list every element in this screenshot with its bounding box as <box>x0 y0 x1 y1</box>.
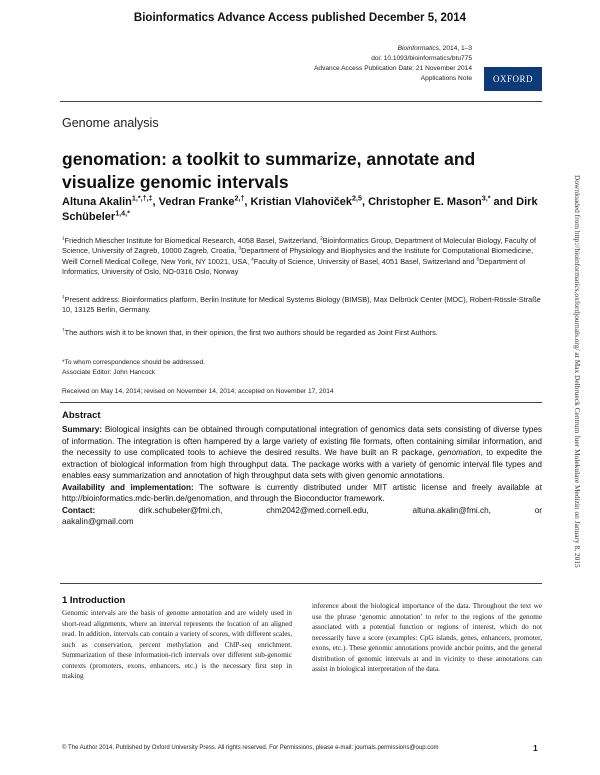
contact-label: Contact: <box>62 505 96 515</box>
availability-label: Availability and implementation: <box>62 482 194 492</box>
author-name: and Dirk Schübeler <box>62 196 538 223</box>
abstract-divider <box>60 402 542 403</box>
affiliation-text: Department of Physiology and Biophysics and the Institute for Computational Biomedicine, Weill Cornell Medical College, New York, NY 10021, USA, <box>62 246 534 266</box>
affiliation-mark: 2 <box>320 236 323 242</box>
footnote-mark: † <box>62 328 65 334</box>
affiliations <box>62 236 542 278</box>
abstract-body <box>62 424 542 528</box>
author-name: , Christopher E. Mason <box>361 196 482 208</box>
contact-line <box>62 505 542 517</box>
author-name: , Vedran Franke <box>152 196 235 208</box>
advance-access-date: Advance Access Publication Date: 21 November 2014 <box>314 65 472 72</box>
correspondence-note: *To whom correspondence should be addressed. <box>62 359 205 366</box>
journal-volume: , 2014, 1–3 <box>439 45 472 52</box>
author-affiliation-mark: 1,4,* <box>115 209 130 218</box>
doi-link[interactable]: doi: 10.1093/bioinformatics/btu775 <box>371 55 472 62</box>
summary-text: Biological insights can be obtained through computational integration of genomics data sets consisting of diverse types of information. The integration is often hampered by a large variety of existing file formats, often containing similar information, and the necessity to use complicated tools to achieve the desired results. We have built an R package, <box>62 425 542 457</box>
oxford-logo: OXFORD <box>484 67 542 91</box>
summary-label: Summary: <box>62 425 103 434</box>
author-list <box>62 195 542 225</box>
received-dates: Received on May 14, 2014; revised on November 14, 2014; accepted on November 17, 2014 <box>62 388 334 395</box>
header-divider <box>60 101 542 102</box>
affiliation-mark: 4 <box>251 257 254 263</box>
affiliation-text: Friedrich Miescher Institute for Biomedical Research, 4058 Basel, Switzerland, <box>64 236 321 245</box>
author-name: Altuna Akalin <box>62 196 132 208</box>
package-name: genomation <box>437 448 481 457</box>
affiliation-text: Faculty of Science, University of Basel, 4051 Basel, Switzerland and <box>253 256 477 266</box>
author-affiliation-mark: 2,5 <box>352 194 362 203</box>
footnote-text: The authors wish it to be known that, in their opinion, the first two authors should be regarded as Joint First Authors. <box>64 328 438 337</box>
affiliation-mark: 3 <box>238 246 242 252</box>
present-address-note <box>62 295 542 316</box>
author-affiliation-mark: 1,*,†,‡ <box>131 194 153 203</box>
article-metadata <box>314 44 472 84</box>
publication-banner: Bioinformatics Advance Access published December 5, 2014 <box>133 12 467 24</box>
author-affiliation-mark: 3,* <box>481 194 491 203</box>
joint-first-note <box>62 328 542 338</box>
article-title: genomation: a toolkit to summarize, annotate and visualize genomic intervals <box>62 149 476 192</box>
abstract-heading: Abstract <box>62 410 101 421</box>
intro-divider <box>60 583 542 584</box>
affiliation-text: Department of Informatics, University of Oslo, NO-0316 Oslo, Norway <box>62 256 526 277</box>
contact-email[interactable]: aakalin@gmail.com <box>62 517 134 526</box>
copyright-footer: © The Author 2014. Published by Oxford University Press. All rights reserved. For Permissions, please e-mail: journals.permissions@oup.com <box>62 745 439 751</box>
section-label: Genome analysis <box>62 116 159 130</box>
affiliation-mark: 5 <box>476 257 480 263</box>
journal-name: Bioinformatics <box>397 45 439 52</box>
download-sidebar <box>572 175 582 595</box>
affiliation-mark: 1 <box>62 236 65 242</box>
contact-email[interactable]: altuna.akalin@fmi.ch, <box>412 505 491 515</box>
associate-editor: Associate Editor: John Hancock <box>62 369 156 376</box>
author-name: , Kristian Vlahoviček <box>244 196 353 208</box>
contact-conjunction: or <box>534 505 542 515</box>
footnote-text: Present address: Bioinformatics platform, Berlin Institute for Medical Systems Biology (BIMSB), Max Delbrück Center (MDC), Robert-Rössle-Straße 10, 13125 Berlin, Germany. <box>62 295 541 315</box>
article-type: Applications Note <box>420 75 472 82</box>
download-notice[interactable]: Downloaded from http://bioinformatics.oxfordjournals.org/ at Max Delbrueck Centrum fuer Molekulare Medizin on January 8, 2015 <box>573 175 582 568</box>
contact-email[interactable]: chm2042@med.cornell.edu, <box>266 505 369 515</box>
footnote-mark: ‡ <box>62 295 65 301</box>
intro-column-left: Genomic intervals are the basis of genome annotation and are widely used in short-read alignments, where an interval represents the location of an aligned read. In addition, intervals can contain a variety of scores, with different scales, such as conservation, percent methylation and ChIP-seq enrichment. Summarization of these information-rich intervals over different sub-genomic contexts (promoters, exons, enhancers, etc.) is the necessary first step in making <box>62 609 292 680</box>
contact-email[interactable]: dirk.schubeler@fmi.ch, <box>139 505 223 515</box>
introduction-heading: 1 Introduction <box>62 595 126 606</box>
affiliation-text: Bioinformatics Group, Department of Molecular Biology, Faculty of Science, University of Zagreb, 10000 Zagreb, Croatia, <box>62 236 536 256</box>
summary-text: , to expedite the extraction of biological information from high throughput data. The package works with a variety of genomic interval file types and enables easy summarization and annotation of high throughput data sets with given genomic annotations. <box>62 448 542 480</box>
page-number: 1 <box>533 743 538 753</box>
availability-text: The software is currently distributed under MIT artistic license and freely available at http://bioinformatics.mdc-berlin.de/genomation, and through the Bioconductor framework. <box>62 482 542 503</box>
author-affiliation-mark: 2,† <box>234 194 245 203</box>
intro-column-right: inference about the biological importance of the data. Throughout the text we use the phrase ‘genomic annotation’ to refer to the regions of the genome associated with a potential function or regions of interest, which do not necessarily have a score (examples: CpG islands, genes, enhancers, promoter, exons, etc.). These genomic annotations provide anchor points, and the general distribution of genomic intervals at and in vicinity to these annotations can assist in biological interpretation of the data. <box>312 602 542 673</box>
